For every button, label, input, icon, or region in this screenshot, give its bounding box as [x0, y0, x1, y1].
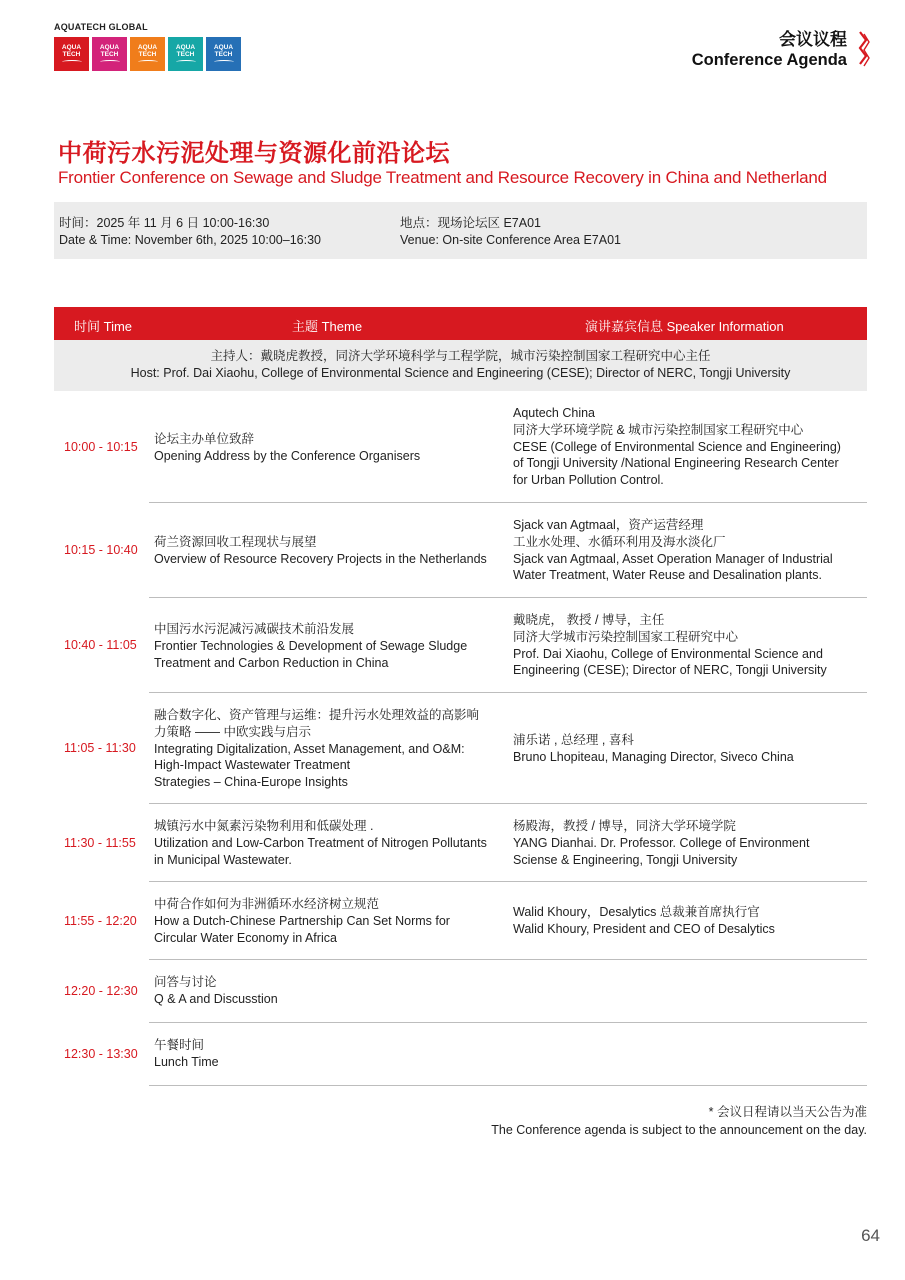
wave-icon	[62, 60, 82, 64]
theme-line: Circular Water Economy in Africa	[154, 930, 337, 945]
conference-title-en: Frontier Conference on Sewage and Sludge Treatment and Resource Recovery in China and Netherland	[58, 168, 827, 187]
theme-line: 融合数字化、资产管理与运维：提升污水处理效益的高影响	[154, 708, 480, 722]
speaker-info	[513, 612, 863, 679]
agenda-row	[54, 1023, 867, 1086]
speaker-line: Walid Khoury, President and CEO of Desalytics	[513, 921, 775, 936]
date-time-cn: 时间：2025 年 11 月 6 日 10:00-16:30	[59, 216, 270, 230]
theme-line: Lunch Time	[154, 1054, 219, 1069]
aquatech-logo	[130, 37, 165, 71]
agenda-row	[54, 503, 867, 598]
session-time: 12:30 - 13:30	[64, 1047, 138, 1061]
wave-icon	[214, 60, 234, 64]
logo-text-line2: TECH	[214, 51, 233, 58]
brand-block	[54, 22, 241, 71]
logo-text-line1: AQUA	[213, 44, 234, 51]
speaker-line: Engineering (CESE); Director of NERC, Tongji University	[513, 663, 827, 678]
logo-text-line1: AQUA	[137, 44, 158, 51]
header-time: 时间 Time	[74, 319, 133, 334]
speaker-line: Sciense & Engineering, Tongji University	[513, 852, 738, 867]
agenda-row	[54, 960, 867, 1023]
session-theme	[154, 818, 504, 868]
logo-text-line2: TECH	[100, 51, 119, 58]
speaker-line: 工业水处理、水循环利用及海水淡化厂	[513, 534, 726, 549]
aquatech-logo	[168, 37, 203, 71]
aquatech-logo	[92, 37, 127, 71]
theme-line: Integrating Digitalization, Asset Management, and O&M:	[154, 741, 465, 756]
agenda-row	[54, 391, 867, 503]
theme-line: Opening Address by the Conference Organisers	[154, 448, 421, 463]
theme-line: Treatment and Carbon Reduction in China	[154, 655, 389, 670]
speaker-info	[513, 818, 863, 868]
agenda-title-cn: 会议议程	[779, 30, 847, 49]
aquatech-logo	[206, 37, 241, 71]
chevron-decoration-icon	[857, 30, 871, 70]
speaker-line: Prof. Dai Xiaohu, College of Environmental Science and	[513, 646, 823, 661]
host-cn: 主持人：戴晓虎教授，同济大学环境科学与工程学院，城市污染控制国家工程研究中心主任	[210, 349, 711, 363]
theme-line: Utilization and Low-Carbon Treatment of Nitrogen Pollutants	[154, 835, 487, 850]
note-cn: * 会议日程请以当天公告为准	[708, 1105, 867, 1119]
speaker-line: Sjack van Agtmaal, Asset Operation Manager of Industrial	[513, 551, 833, 566]
logo-text-line2: TECH	[176, 51, 195, 58]
theme-line: 城镇污水中氮素污染物利用和低碳处理 .	[154, 819, 374, 833]
speaker-line: Sjack van Agtmaal，资产运营经理	[513, 518, 704, 532]
session-theme	[154, 1037, 504, 1071]
brand-name: AQUATECH GLOBAL	[54, 22, 148, 32]
header-theme: 主题 Theme	[292, 319, 363, 334]
theme-line: 力策略 —— 中欧实践与启示	[154, 724, 311, 739]
theme-line: 荷兰资源回收工程现状与展望	[154, 535, 317, 549]
logo-text-line1: AQUA	[175, 44, 196, 51]
speaker-info	[513, 517, 863, 584]
venue-info	[400, 215, 621, 249]
logo-text-line1: AQUA	[99, 44, 120, 51]
event-info-box	[54, 202, 867, 259]
host-en: Host: Prof. Dai Xiaohu, College of Environmental Science and Engineering (CESE); Director of NERC, Tongji University	[130, 366, 791, 380]
agenda-table-header	[54, 307, 867, 340]
theme-line: How a Dutch-Chinese Partnership Can Set Norms for	[154, 913, 450, 928]
aquatech-logo	[54, 37, 89, 71]
agenda-row	[54, 693, 867, 804]
logo-text-line1: AQUA	[61, 44, 82, 51]
theme-line: High-Impact Wastewater Treatment	[154, 758, 351, 773]
brand-logos	[54, 37, 241, 71]
speaker-line: Aqutech China	[513, 406, 596, 420]
speaker-info	[513, 904, 863, 938]
speaker-line: CESE (College of Environmental Science and Engineering)	[513, 439, 841, 454]
speaker-line: for Urban Pollution Control.	[513, 473, 664, 488]
session-theme	[154, 896, 504, 946]
agenda-row	[54, 804, 867, 882]
session-time: 12:20 - 12:30	[64, 984, 138, 998]
agenda-header	[692, 30, 847, 70]
theme-line: 中荷合作如何为非洲循环水经济树立规范	[154, 897, 380, 911]
speaker-line: 浦乐诺 , 总经理 , 喜科	[513, 733, 634, 747]
speaker-line: 同济大学城市污染控制国家工程研究中心	[513, 629, 739, 644]
speaker-info	[513, 405, 863, 489]
theme-line: 问答与讨论	[154, 975, 217, 989]
wave-icon	[138, 60, 158, 64]
theme-line: 中国污水污泥减污减碳技术前沿发展	[154, 622, 355, 636]
session-theme	[154, 974, 504, 1008]
session-time: 10:00 - 10:15	[64, 440, 138, 454]
venue-cn: 地点：现场论坛区 E7A01	[400, 216, 542, 230]
note-en: The Conference agenda is subject to the announcement on the day.	[491, 1123, 867, 1137]
speaker-info	[513, 732, 863, 766]
logo-text-line2: TECH	[138, 51, 157, 58]
session-theme	[154, 621, 504, 671]
row-divider	[149, 1085, 867, 1086]
agenda-row	[54, 882, 867, 960]
theme-line: Q & A and Discusstion	[154, 991, 278, 1006]
logo-text-line2: TECH	[62, 51, 81, 58]
session-time: 10:40 - 11:05	[64, 638, 137, 652]
theme-line: Strategies – China-Europe Insights	[154, 775, 348, 790]
session-time: 11:05 - 11:30	[64, 741, 136, 755]
speaker-line: of Tongji University /National Engineering Research Center	[513, 456, 839, 471]
session-theme	[154, 431, 504, 465]
host-info	[54, 340, 867, 391]
agenda-row	[54, 598, 867, 693]
session-theme	[154, 707, 504, 791]
date-time-info	[59, 215, 321, 249]
speaker-line: YANG Dianhai. Dr. Professor. College of Environment	[513, 835, 810, 850]
session-theme	[154, 534, 504, 568]
speaker-line: Walid Khoury，Desalytics 总裁兼首席执行官	[513, 905, 760, 919]
agenda-title-en: Conference Agenda	[691, 51, 847, 69]
wave-icon	[176, 60, 196, 64]
theme-line: 论坛主办单位致辞	[154, 432, 255, 446]
header-speaker: 演讲嘉宾信息 Speaker Information	[585, 319, 784, 334]
venue-en: Venue: On-site Conference Area E7A01	[400, 233, 621, 247]
agenda-note	[491, 1103, 867, 1139]
session-time: 11:55 - 12:20	[64, 914, 137, 928]
speaker-line: 戴晓虎， 教授 / 博导，主任	[513, 613, 665, 627]
speaker-line: 杨殿海，教授 / 博导，同济大学环境学院	[513, 819, 736, 833]
page-number: 64	[861, 1226, 880, 1245]
theme-line: 午餐时间	[154, 1038, 205, 1052]
speaker-line: Bruno Lhopiteau, Managing Director, Siveco China	[513, 749, 794, 764]
session-time: 11:30 - 11:55	[64, 836, 136, 850]
theme-line: Overview of Resource Recovery Projects in the Netherlands	[154, 551, 487, 566]
wave-icon	[100, 60, 120, 64]
conference-title-cn: 中荷污水污泥处理与资源化前沿论坛	[58, 140, 450, 167]
date-time-en: Date & Time: November 6th, 2025 10:00–16:30	[59, 233, 321, 247]
theme-line: Frontier Technologies & Development of Sewage Sludge	[154, 638, 468, 653]
session-time: 10:15 - 10:40	[64, 543, 138, 557]
speaker-line: 同济大学环境学院 & 城市污染控制国家工程研究中心	[513, 422, 804, 437]
speaker-line: Water Treatment, Water Reuse and Desalination plants.	[513, 568, 822, 583]
theme-line: in Municipal Wastewater.	[154, 852, 292, 867]
